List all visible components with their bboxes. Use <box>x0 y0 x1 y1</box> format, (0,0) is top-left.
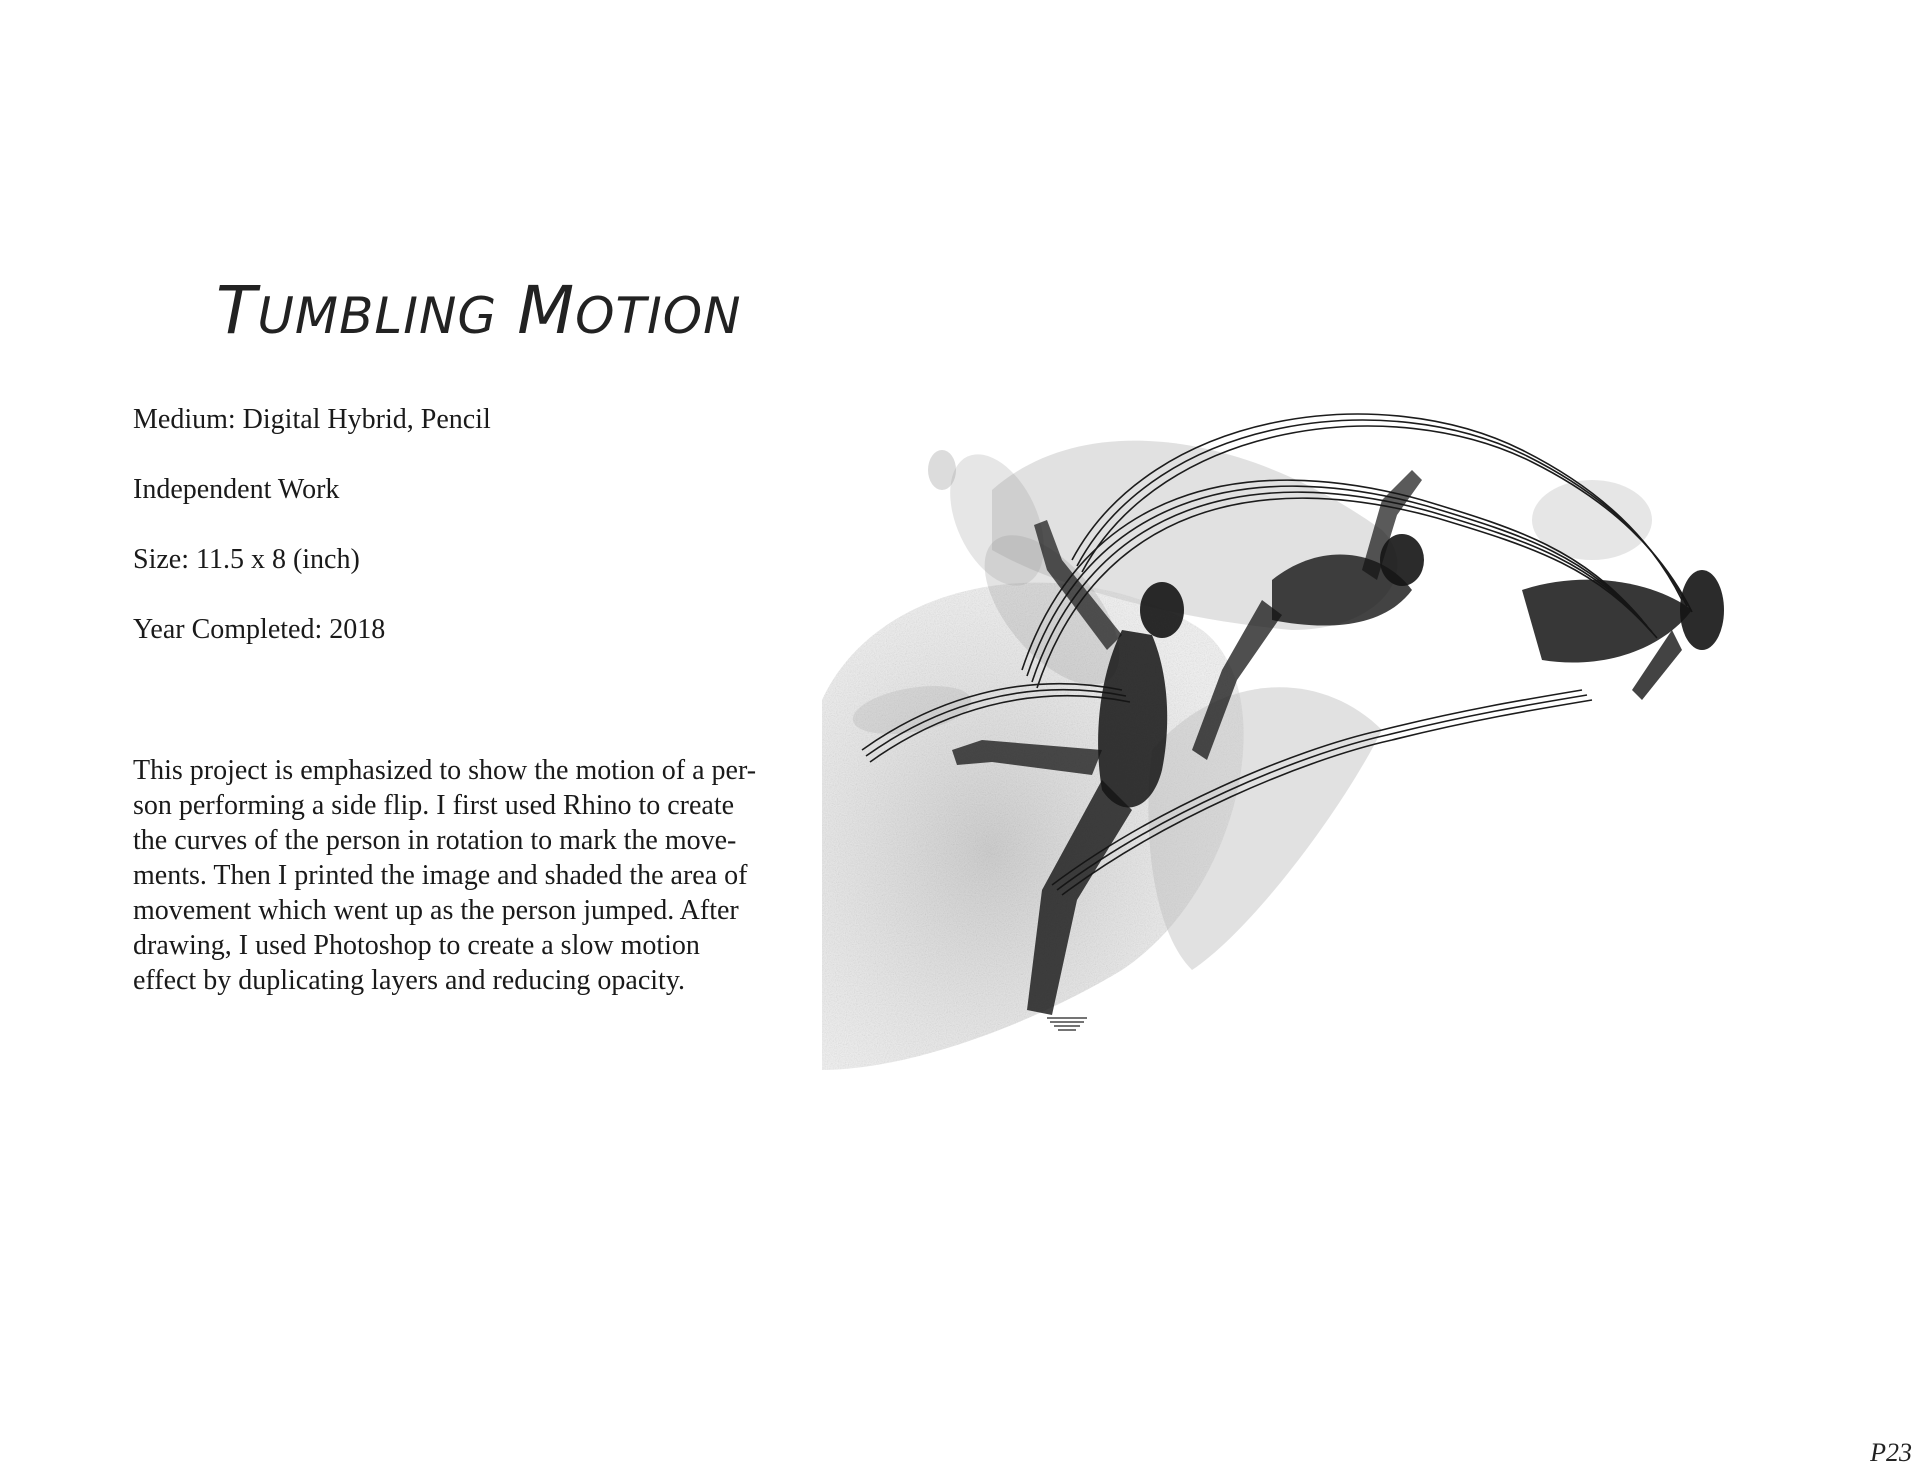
tumbling-motion-artwork <box>822 370 1774 1122</box>
work-type-text: Independent Work <box>133 474 340 505</box>
year-text: Year Completed: 2018 <box>133 614 386 645</box>
description-line: the curves of the person in rotation to mark the move- <box>133 825 737 856</box>
description-line: movement which went up as the person jumped. After <box>133 895 739 926</box>
medium-text: Medium: Digital Hybrid, Pencil <box>133 404 491 435</box>
description-line: effect by duplicating layers and reducing opacity. <box>133 965 686 996</box>
project-description <box>133 753 793 998</box>
ground-scribble <box>1047 1018 1087 1030</box>
page-number: P23 <box>1870 1438 1912 1467</box>
description-line: drawing, I used Photoshop to create a slow motion <box>133 930 700 961</box>
page-title: TUMBLING MOTION <box>216 272 742 349</box>
description-line: This project is emphasized to show the motion of a per- <box>133 755 757 786</box>
description-line: son performing a side flip. I first used Rhino to create <box>133 790 735 821</box>
description-line: ments. Then I printed the image and shaded the area of <box>133 860 748 891</box>
size-text: Size: 11.5 x 8 (inch) <box>133 544 360 575</box>
